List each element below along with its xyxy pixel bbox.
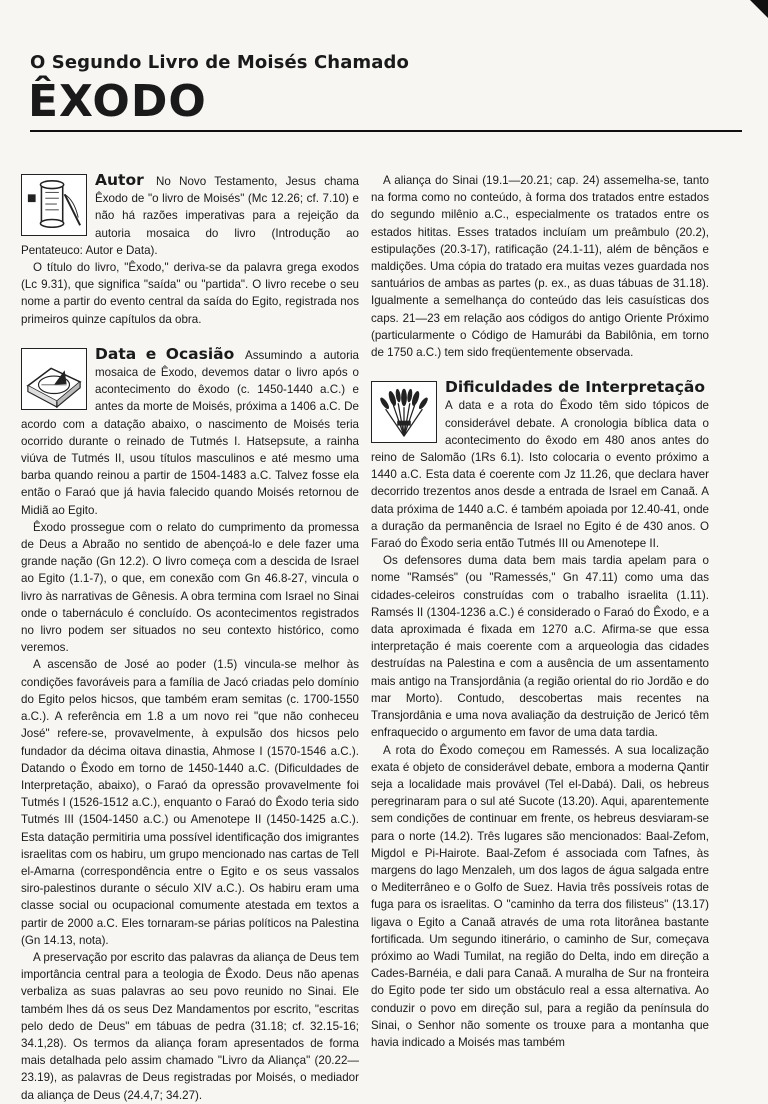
section-dificuldades	[371, 379, 709, 552]
heading-autor: Autor	[95, 172, 144, 189]
paragraph: O título do livro, "Êxodo," deriva-se da palavra grega exodos (Lc 9.31), que significa "saída" ou "partida". O livro recebe o seu nome a partir do evento central da saída do Egito, registrada nos primeiros quinze capítulos da obra.	[21, 261, 359, 326]
page-header	[30, 52, 742, 128]
heading-dificuldades: Dificuldades de Interpretação	[445, 379, 705, 397]
paragraph: A aliança do Sinai (19.1—20.21; cap. 24) assemelha-se, tanto na forma como no conteúdo, à forma dos tratados entre estados do segundo milênio a.C., especialmente os tratados entre os estados hititas. Esses tratados incluíam um preâmbulo (20.2), estipulações (20.3-17), ratificação (24.1-11), além de bênçãos e maldições. Uma cópia do tratado era muitas vezes guardada nos santuários de ambas as partes (p. ex., as duas tábuas de 31.18). Igualmente a semelhança do conteúdo das leis casuísticas dos caps. 21—23 em relação aos códigos do antigo Oriente Próximo (particularmente o Código de Hamurábi da Babilônia, em torno de 1750 a.C.) tem sido freqüentemente observada.	[371, 174, 709, 360]
sundial-icon	[21, 348, 87, 410]
heading-data-ocasiao: Data e Ocasião	[95, 345, 235, 363]
scroll-quill-icon	[21, 174, 87, 236]
paragraph: No Novo Testamento, Jesus chama Êxodo de "o livro de Moisés" (Mc 12.26; cf. 7.10) e não há razões imperativas para a rejeição da autoria mosaica do livro (Introdução ao Pentateuco: Autor e Data).	[21, 175, 359, 257]
book-title: ÊXODO	[28, 76, 207, 127]
paragraph: A preservação por escrito das palavras da aliança de Deus tem importância central para a teologia de Êxodo. Deus não apenas verbaliza as suas palavras ao seu povo reunido no Sinai. Ele também lhes dá os seus Dez Mandamentos por escrito, "escritas pelo dedo de Deus" em tábuas de pedra (31.18; cf. 32.15-16; 34.1,28). Os termos da aliança foram apresentados de forma mais detalhada pelo assim chamado "Livro da Aliança" (20.22—23.19), as palavras de Deus registradas por Moisés, o mediador da aliança de Deus (24.4,7; 34.27).	[21, 950, 359, 1102]
book-subtitle: O Segundo Livro de Moisés Chamado	[30, 52, 409, 73]
page-corner-mark	[750, 0, 768, 18]
title-rule	[30, 130, 742, 132]
paragraph: A rota do Êxodo começou em Ramessés. A sua localização exata é objeto de considerável debate, embora a moderna Qantir seja a localidade mais provável (Tel el-Dabá). Dali, os hebreus peregrinaram para o sul até Sucote (13.20). Aqui, aparentemente sem condições de continuar em frente, os hebreus desviaram-se para o norte (14.2). Três lugares são mencionados: Baal-Zefom, Migdol e Pi-Hairote. Baal-Zefom é associada com Tafnes, às margens do lago Menzaleh, um dos lagos de água salgada entre o Mediterrâneo e o Golfo de Suez. Havia três possíveis rotas de fuga para os israelitas. O "caminho da terra dos filisteus" (13.17) ligava o Egito a Canaã através de uma rota litorânea bastante fortificada. Um segundo itinerário, o caminho de Sur, começava próximo ao Wadi Tumilat, na região do Delta, indo em direção a Cades-Barnéia, e dali para Canaã. A muralha de Sur na fronteira do Egito pode ter sido um obstáculo real a essa alternativa. Ao conduzir o povo em direção sul, para a região da península do Sinai, o Senhor não somente os trouxe para a montanha que havia indicado a Moisés mas também	[371, 743, 709, 1049]
section-autor	[21, 172, 359, 328]
paragraph: Os defensores duma data bem mais tardia apelam para o nome "Ramsés" (ou "Ramessés," Gn 47.11) como uma das cidades-celeiros construídas com o trabalho israelita (1.11). Ramsés II (1304-1236 a.C.) é considerado o Faraó do Êxodo, e a data aproximada é fixada em 1270 a.C. Afirma-se que essa interpretação é mais coerente com a arqueologia das cidades destruídas na Palestina e com a ausência de um assentamento mais antigo na Transjordânia (a região oriental do rio Jordão e do mar Morto). Contudo, descobertas mais recentes na Transjordânia e uma nova avaliação da destruição de Jericó têm enfraquecido o argumento em favor de uma data tardia.	[371, 554, 709, 740]
section-data-ocasiao	[21, 346, 359, 519]
paragraph: A data e a rota do Êxodo têm sido tópicos de considerável debate. A cronologia bíblica data o acontecimento do êxodo em 480 anos antes do reino de Salomão (1Rs 6.1). Isto colocaria o evento próximo a 1440 a.C. Esta data é coerente com Jz 11.26, que declara haver decorrido trezentos anos desde a entrada de Israel em Canaã. A data próxima de 1440 a.C. é também apoiada por 12.40-41, onde a duração da permanência de Israel no Egito é de 430 anos. O Faraó do Êxodo seria então Tutmés III ou Amenotepe II.	[371, 399, 709, 551]
wheat-sheaf-icon	[371, 381, 437, 443]
paragraph: Êxodo prossegue com o relato do cumprimento da promessa de Deus a Abraão no sentido de abençoá-lo e dele fazer uma grande nação (Gn 12.2). O livro começa com a descida de Israel ao Egito (1.1-7), o que, em conexão com Gn 46.8-27, vincula o livro às narrativas de Gênesis. A obra termina com Israel no Sinai onde o tabernáculo é concluído. Os acontecimentos registrados no livro podem ser situados no seu contexto histórico, como veremos.	[21, 520, 359, 655]
paragraph: Assumindo a autoria mosaica de Êxodo, devemos datar o livro após o acontecimento do êxodo (c. 1450-1440 a.C.) e antes da morte de Moisés, próxima a 1406 a.C. De acordo com a datação abaixo, o nascimento de Moisés teria ocorrido durante o reinado de Tutmés I. Hatsepsute, a rainha viúva de Tutmés II, usou títulos masculinos e até mesmo uma barba quando reinou a partir de 1504-1483 a.C. Talvez fosse ela então o Faraó que já havia falecido quando Moisés retornou de Midiã ao Egito.	[21, 348, 359, 517]
paragraph: A ascensão de José ao poder (1.5) vincula-se melhor às condições favoráveis para a família de Jacó criadas pelo domínio do Egito pelos hicsos, que também eram semitas (c. 1700-1550 a.C.). A referência em 1.8 a um novo rei "que não conheceu José" refere-se, provavelmente, à expulsão dos hicsos pelo fundador da décima oitava dinastia, Ahmose I (1570-1546 a.C.). Datando o Êxodo em torno de 1450-1440 a.C. (Dificuldades de Interpretação, abaixo), o Faraó da opressão provavelmente foi Tutmés I (1526-1512 a.C.), enquanto o Faraó do Êxodo teria sido Tutmés III (1504-1450 a.C.) ou Amenotepe II (1450-1425 a.C.). Esta datação permitiria uma possível identificação dos imigrantes israelitas com os habiru, um grupo mencionado nas cartas de Tell el-Amarna (correspondência entre o Egito e os seus vassalos siro-palestinos durante o século XIV a.C.). Os habiru eram uma classe social ou ocupacional comumente atestada em textos a partir de 2000 a.C. Eles tornaram-se párias políticos na Palestina (Gn 14.13, nota).	[21, 658, 359, 947]
left-column	[21, 172, 359, 1104]
right-column	[371, 172, 709, 1051]
